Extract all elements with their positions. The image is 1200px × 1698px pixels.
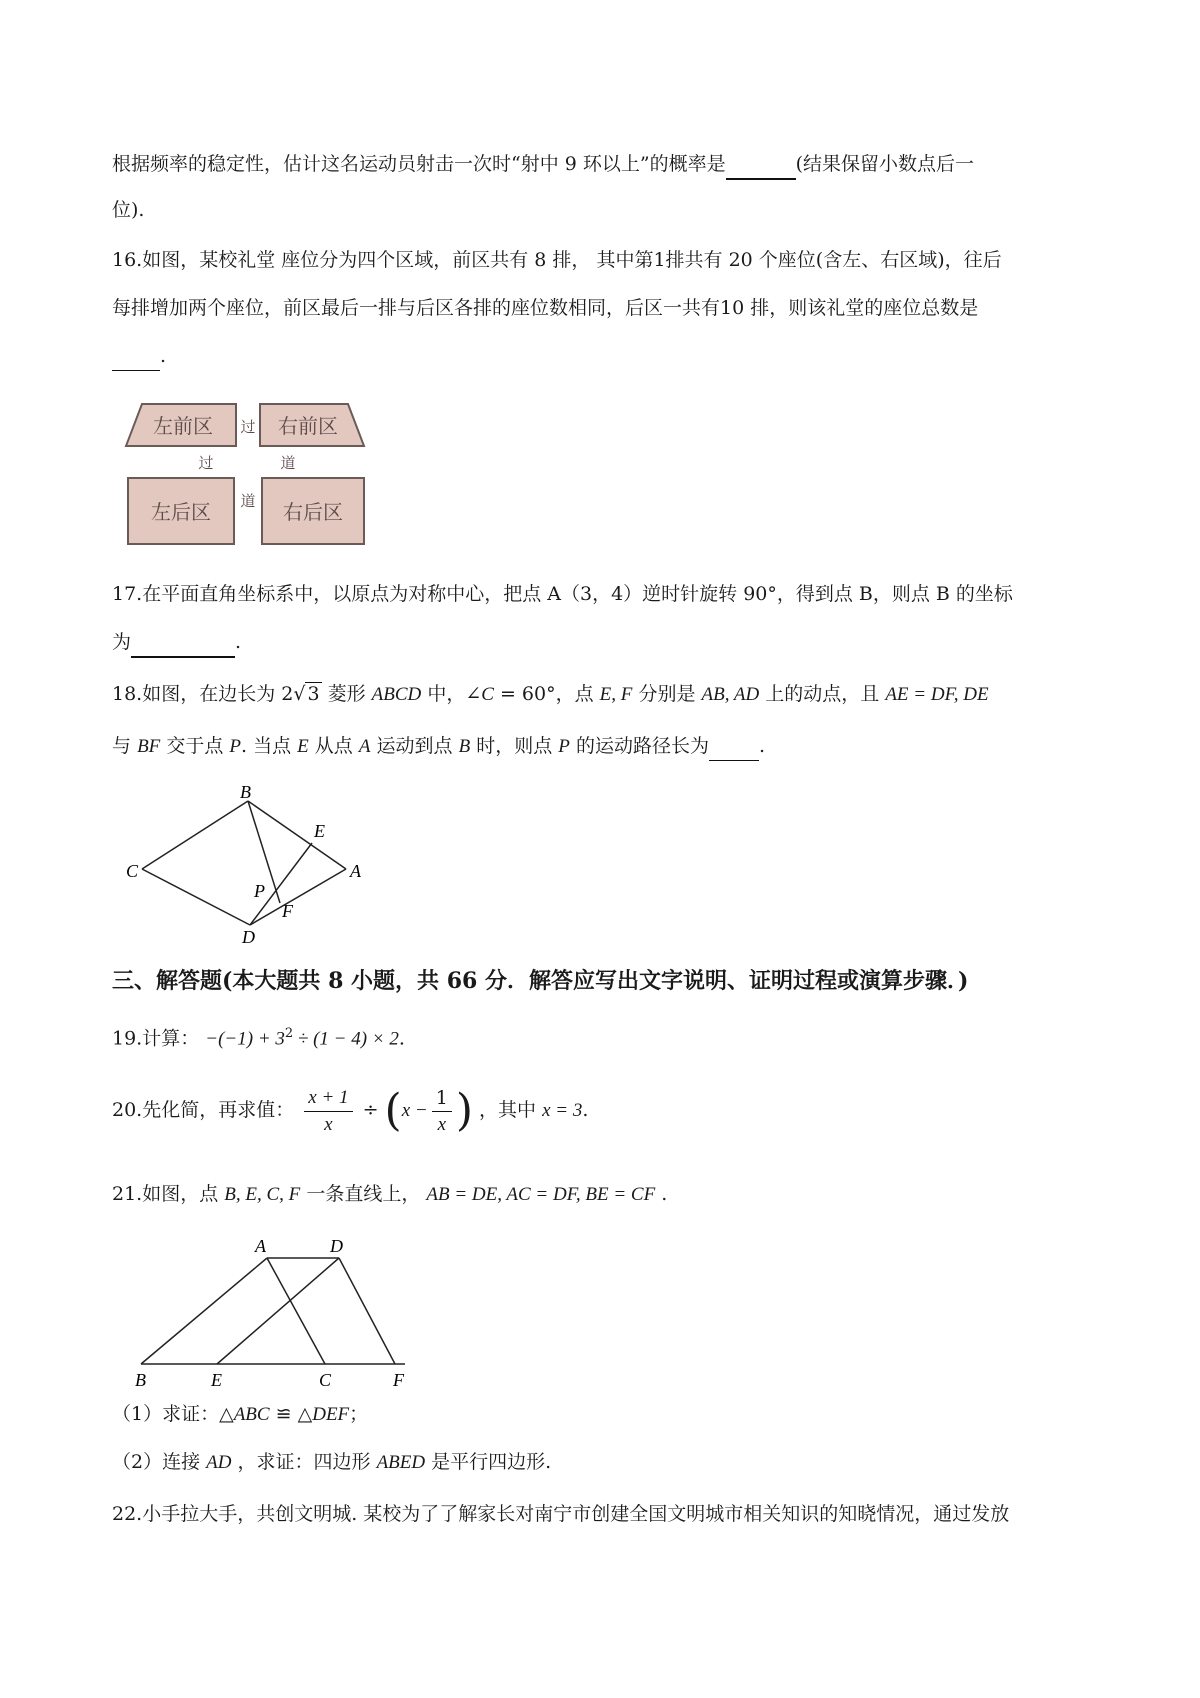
q18-rhombus-figure [120, 785, 380, 945]
label-E: E [314, 821, 325, 841]
label-F: F [282, 901, 293, 921]
aisle-label-2: 过 [198, 454, 214, 472]
label-B: B [135, 1370, 146, 1388]
sqrt-symbol: √ [293, 683, 306, 705]
label-C: C [126, 861, 139, 881]
q16-seating-figure [120, 400, 370, 548]
right-back-label: 右后区 [283, 500, 343, 524]
q22-line-1: 22.小手拉大手，共创文明城. 某校为了了解家长对南宁市创建全国文明城市相关知识的知晓情况，通过发放 [112, 1503, 1010, 1525]
label-D: D [242, 927, 255, 945]
q18-line-2: 与 BF 交于点 P. 当点 E 从点 A 运动到点 B 时，则点 P 的运动路径长为 . [112, 732, 1102, 761]
label-A: A [255, 1236, 266, 1256]
label-E: E [211, 1370, 222, 1388]
aisle-label-3: 道 [280, 454, 296, 472]
label-D: D [330, 1236, 343, 1256]
answer-blank-q18[interactable] [709, 732, 759, 761]
q21-figure [125, 1228, 415, 1388]
q16-line-1: 16.如图，某校礼堂 座位分为四个区域，前区共有 8 排， 其中第1排共有 20 个座位(含左、右区域)，往后 [112, 249, 1002, 271]
q20-line: 20.先化简，再求值： $\frac{x + 1}{x}$ ÷ (x − $\frac{1}{x}$ ) ，其中 x = 3. [112, 1085, 589, 1136]
left-front-label: 左前区 [153, 414, 213, 438]
left-paren: ( [384, 1085, 402, 1136]
q15-line-2: 位). [112, 199, 145, 221]
fraction-1-over-x: $\frac{1}{x}$ [432, 1085, 452, 1138]
label-C: C [319, 1370, 332, 1388]
q21-part-2: （2）连接 AD ，求证：四边形 ABED 是平行四边形. [112, 1451, 552, 1473]
q19-line: 19.计算： $-(-1) + 3^2 \div (1 - 4) \times 2$. [112, 1026, 405, 1050]
q16-line-3: . [112, 342, 1102, 371]
right-paren: ) [455, 1085, 473, 1136]
label-F: F [393, 1370, 404, 1388]
right-front-label: 右前区 [278, 414, 338, 438]
q17-line-1: 17.在平面直角坐标系中，以原点为对称中心，把点 A（3，4）逆时针旋转 90°，得到点 B，则点 B 的坐标 [112, 583, 1013, 605]
q21-line-1: 21.如图，点 B, E, C, F 一条直线上， AB = DE, AC = DF, BE = CF . [112, 1183, 668, 1205]
label-A: A [350, 861, 361, 881]
q18-line-1: 18.如图，在边长为 2√ 3 菱形 ABCD 中，∠C = 60°，点 E, F 分别是 AB, AD 上的动点，且 AE = DF, DE [112, 683, 989, 705]
q15-line-1: 根据频率的稳定性，估计这名运动员射击一次时“射中 9 环以上”的概率是 (结果保留小数点后一 [112, 150, 1102, 180]
q16-line-2: 每排增加两个座位，前区最后一排与后区各排的座位数相同，后区一共有10 排，则该礼堂的座位总数是 [112, 297, 979, 319]
section-3-heading: 三、解答题(本大题共 8 小题，共 66 分．解答应写出文字说明、证明过程或演算步骤．) [112, 968, 969, 994]
fraction-x-plus-1-over-x: $\frac{x + 1}{x}$ [304, 1085, 352, 1138]
aisle-label-1: 过 [240, 418, 256, 436]
answer-blank-q16[interactable] [112, 342, 160, 371]
q17-line-2: 为 . [112, 628, 1102, 658]
answer-blank-q15[interactable] [726, 150, 796, 180]
aisle-label-4: 道 [240, 492, 256, 510]
left-back-label: 左后区 [151, 500, 211, 524]
label-P: P [254, 881, 265, 901]
label-B: B [240, 785, 251, 802]
answer-blank-q17[interactable] [131, 628, 235, 658]
q21-part-1: （1）求证：△ABC ≌ △DEF； [112, 1403, 369, 1425]
